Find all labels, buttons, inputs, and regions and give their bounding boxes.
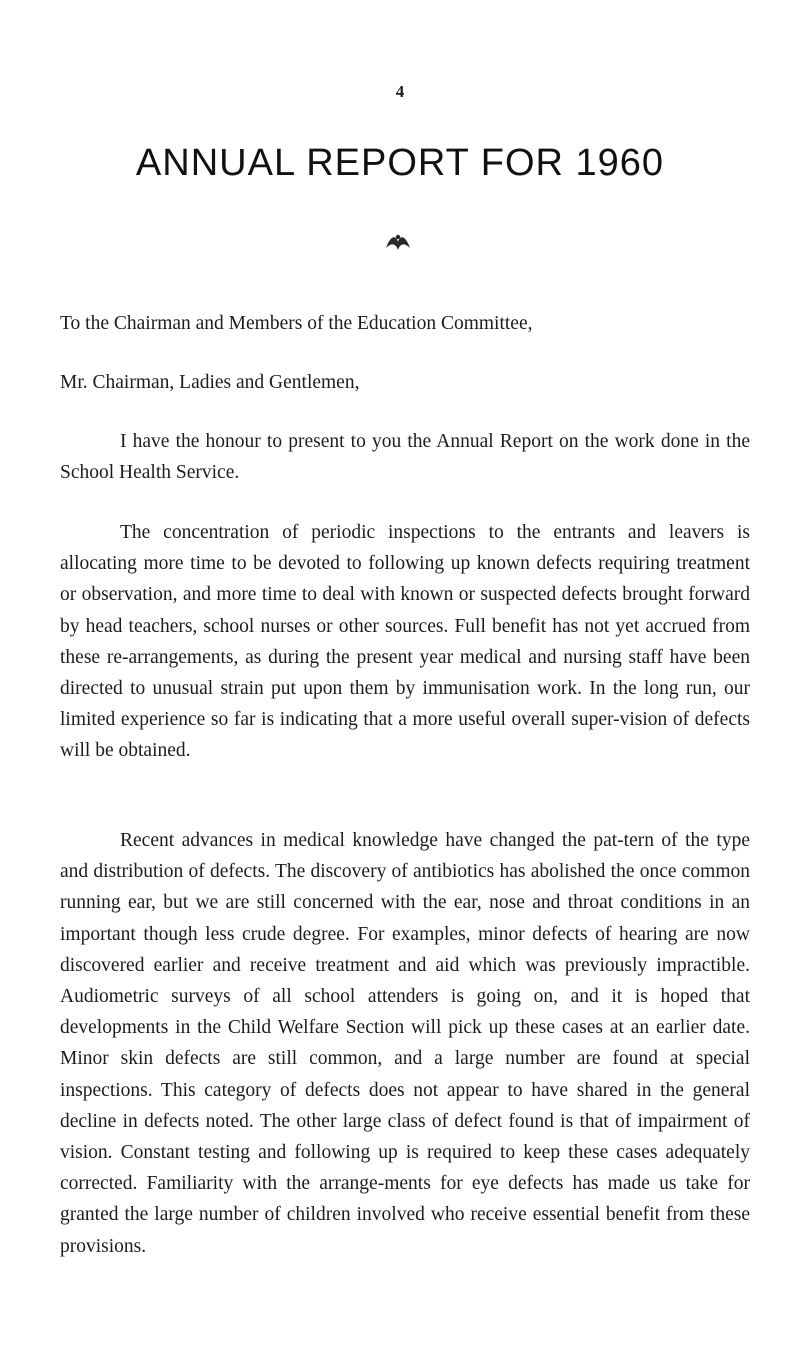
fleuron-icon	[384, 232, 412, 252]
greeting: Mr. Chairman, Ladies and Gentlemen,	[60, 372, 360, 393]
paragraph-medical-advances: Recent advances in medical knowledge have changed the pat-tern of the type and distribution of defects. The discovery of antibiotics has abolished the once common running ear, but we are still concerned with the ear, nose and throat conditions in an important though less crude degree. For examples, minor defects of hearing are now discovered earlier and receive treatment and aid which was previously impractible. Audiometric surveys of all school attenders is going on, and it is hoped that developments in the Child Welfare Section will pick up these cases at an earlier date. Minor skin defects are still common, and a large number are found at special inspections. This category of defects does not appear to have shared in the general decline in defects noted. The other large class of defect found is that of impairment of vision. Constant testing and following up is required to keep these cases adequately corrected. Familiarity with the arrange-ments for eye defects has made us take for granted the large number of children involved who receive essential benefit from these provisions.	[60, 830, 750, 1257]
paragraph-intro: I have the honour to present to you the Annual Report on the work done in the School Health Service.	[60, 431, 750, 484]
report-title: ANNUAL REPORT FOR 1960	[135, 142, 665, 184]
page-number: 4	[395, 82, 405, 101]
addressee: To the Chairman and Members of the Education Committee,	[60, 313, 533, 334]
paragraph-inspections: The concentration of periodic inspections to the entrants and leavers is allocating more time to be devoted to following up known defects requiring treatment or observation, and more time to deal with known or suspected defects brought forward by head teachers, school nurses or other sources. Full benefit has not yet accrued from these re-arrangements, as during the present year medical and nursing staff have been directed to unusual strain put upon them by immunisation work. In the long run, our limited experience so far is indicating that a more useful overall super-vision of defects will be obtained.	[60, 522, 750, 762]
